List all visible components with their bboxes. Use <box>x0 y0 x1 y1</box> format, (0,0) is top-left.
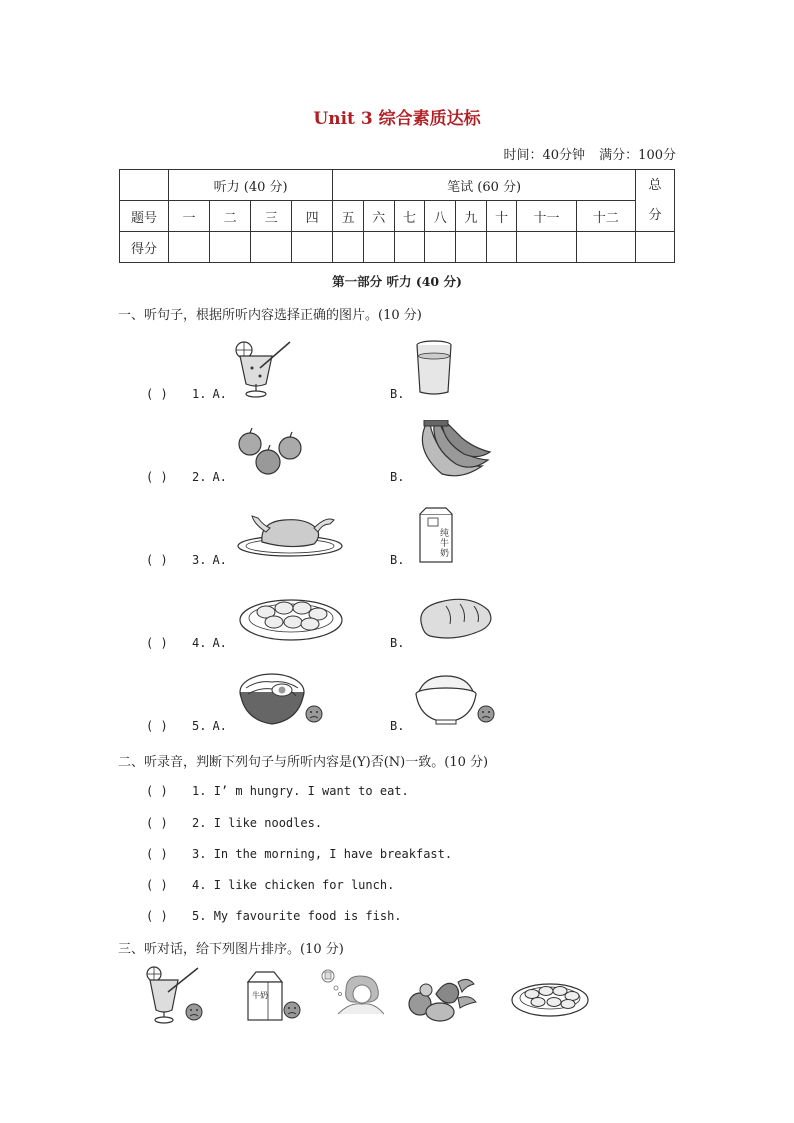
bread-icon[interactable] <box>416 596 494 646</box>
sentence-row <box>146 847 452 861</box>
question-number: 2. <box>192 470 207 484</box>
score-cell[interactable] <box>333 232 364 263</box>
sentence-text: In the morning, I have breakfast. <box>213 847 453 861</box>
row-label-number: 题号 <box>120 201 169 232</box>
answer-bracket[interactable]: ( ) <box>146 909 168 923</box>
page-title: Unit 3 综合素质达标 <box>313 109 481 129</box>
listening-header: 听力 (40 分) <box>169 170 333 201</box>
score-cell[interactable] <box>169 232 210 263</box>
option-b-label: B. <box>390 719 405 733</box>
total-header <box>636 170 675 232</box>
milk-label-text: 牛奶 <box>252 991 268 1000</box>
dumplings-icon[interactable] <box>510 976 590 1024</box>
bananas-icon[interactable] <box>412 420 492 486</box>
col-6: 六 <box>363 201 394 232</box>
answer-bracket[interactable]: ( ) <box>146 816 168 830</box>
col-3: 三 <box>251 201 292 232</box>
writing-header: 笔试 (60 分) <box>333 170 636 201</box>
score-cell[interactable] <box>486 232 517 263</box>
sentence-text: I like chicken for lunch. <box>213 878 395 892</box>
juice-sad-icon[interactable] <box>144 966 208 1030</box>
sentence-row <box>146 909 402 923</box>
option-a-label: A. <box>212 636 227 650</box>
score-cell[interactable] <box>576 232 635 263</box>
score-cell[interactable] <box>251 232 292 263</box>
question-number: 4. <box>192 636 207 650</box>
question-5 <box>146 719 227 733</box>
question-number: 5. <box>192 719 207 733</box>
milk-carton-icon[interactable] <box>416 506 456 568</box>
option-b-label: B. <box>390 470 405 484</box>
col-8: 八 <box>425 201 456 232</box>
exam-meta <box>493 144 676 163</box>
table-corner <box>120 170 169 201</box>
score-cell[interactable] <box>425 232 456 263</box>
part1-title: 第一部分 听力 (40 分) <box>332 274 462 289</box>
sentence-number: 5. <box>192 909 207 923</box>
milk-sad-icon[interactable] <box>244 970 306 1028</box>
answer-bracket[interactable]: ( ) <box>146 719 168 733</box>
col-1: 一 <box>169 201 210 232</box>
option-b-label: B. <box>390 553 405 567</box>
col-2: 二 <box>210 201 251 232</box>
option-a-label: A. <box>212 719 227 733</box>
answer-bracket[interactable]: ( ) <box>146 847 168 861</box>
total-top: 总 <box>648 177 662 193</box>
milk-carton-text: 纯牛奶 <box>440 529 450 559</box>
rice-bowl-icon[interactable] <box>414 668 500 732</box>
option-a-label: A. <box>212 553 227 567</box>
col-5: 五 <box>333 201 364 232</box>
col-7: 七 <box>394 201 425 232</box>
answer-bracket[interactable]: ( ) <box>146 553 168 567</box>
total-bottom: 分 <box>648 207 662 223</box>
section1-heading: 一、听句子，根据所听内容选择正确的图片。(10 分) <box>118 308 422 323</box>
sentence-text: My favourite food is fish. <box>213 909 402 923</box>
question-number: 3. <box>192 553 207 567</box>
question-2 <box>146 470 227 484</box>
score-cell[interactable] <box>210 232 251 263</box>
exam-full-score: 满分：100分 <box>599 148 676 163</box>
score-cell[interactable] <box>363 232 394 263</box>
sentence-number: 1. <box>192 784 207 798</box>
score-cell[interactable] <box>394 232 425 263</box>
score-cell[interactable] <box>456 232 487 263</box>
vegetables-icon[interactable] <box>406 972 478 1028</box>
sentence-text: I’ m hungry. I want to eat. <box>213 784 409 798</box>
sentence-number: 4. <box>192 878 207 892</box>
row-label-score: 得分 <box>120 232 169 263</box>
section2-heading: 二、听录音，判断下列句子与所听内容是(Y)否(N)一致。(10 分) <box>118 755 489 770</box>
score-cell[interactable] <box>292 232 333 263</box>
answer-bracket[interactable]: ( ) <box>146 636 168 650</box>
exam-time: 时间：40分钟 <box>503 148 586 163</box>
option-a-label: A. <box>212 387 227 401</box>
answer-bracket[interactable]: ( ) <box>146 878 168 892</box>
score-table <box>119 169 675 263</box>
option-b-label: B. <box>390 636 405 650</box>
question-4 <box>146 636 227 650</box>
question-3 <box>146 553 227 567</box>
section3-heading: 三、听对话，给下列图片排序。(10 分) <box>118 942 344 957</box>
apples-icon[interactable] <box>236 428 304 482</box>
answer-bracket[interactable]: ( ) <box>146 784 168 798</box>
sentence-row <box>146 878 394 892</box>
question-1 <box>146 387 227 401</box>
col-4: 四 <box>292 201 333 232</box>
option-a-label: A. <box>212 470 227 484</box>
sentence-row <box>146 816 322 830</box>
dumplings-plate-icon[interactable] <box>238 590 344 646</box>
option-b-label: B. <box>390 387 405 401</box>
sentence-number: 3. <box>192 847 207 861</box>
thinking-girl-icon[interactable] <box>320 966 384 1020</box>
answer-bracket[interactable]: ( ) <box>146 387 168 401</box>
roast-chicken-icon[interactable] <box>236 510 344 562</box>
sentence-row <box>146 784 409 798</box>
score-cell[interactable] <box>517 232 576 263</box>
sentence-number: 2. <box>192 816 207 830</box>
answer-bracket[interactable]: ( ) <box>146 470 168 484</box>
col-9: 九 <box>456 201 487 232</box>
sentence-text: I like noodles. <box>213 816 323 830</box>
col-10: 十 <box>486 201 517 232</box>
score-cell-total[interactable] <box>636 232 675 263</box>
question-number: 1. <box>192 387 207 401</box>
water-glass-icon[interactable] <box>414 340 454 400</box>
col-12: 十二 <box>576 201 635 232</box>
juice-glass-icon[interactable] <box>232 338 296 402</box>
noodles-bowl-icon[interactable] <box>238 670 326 732</box>
col-11: 十一 <box>517 201 576 232</box>
